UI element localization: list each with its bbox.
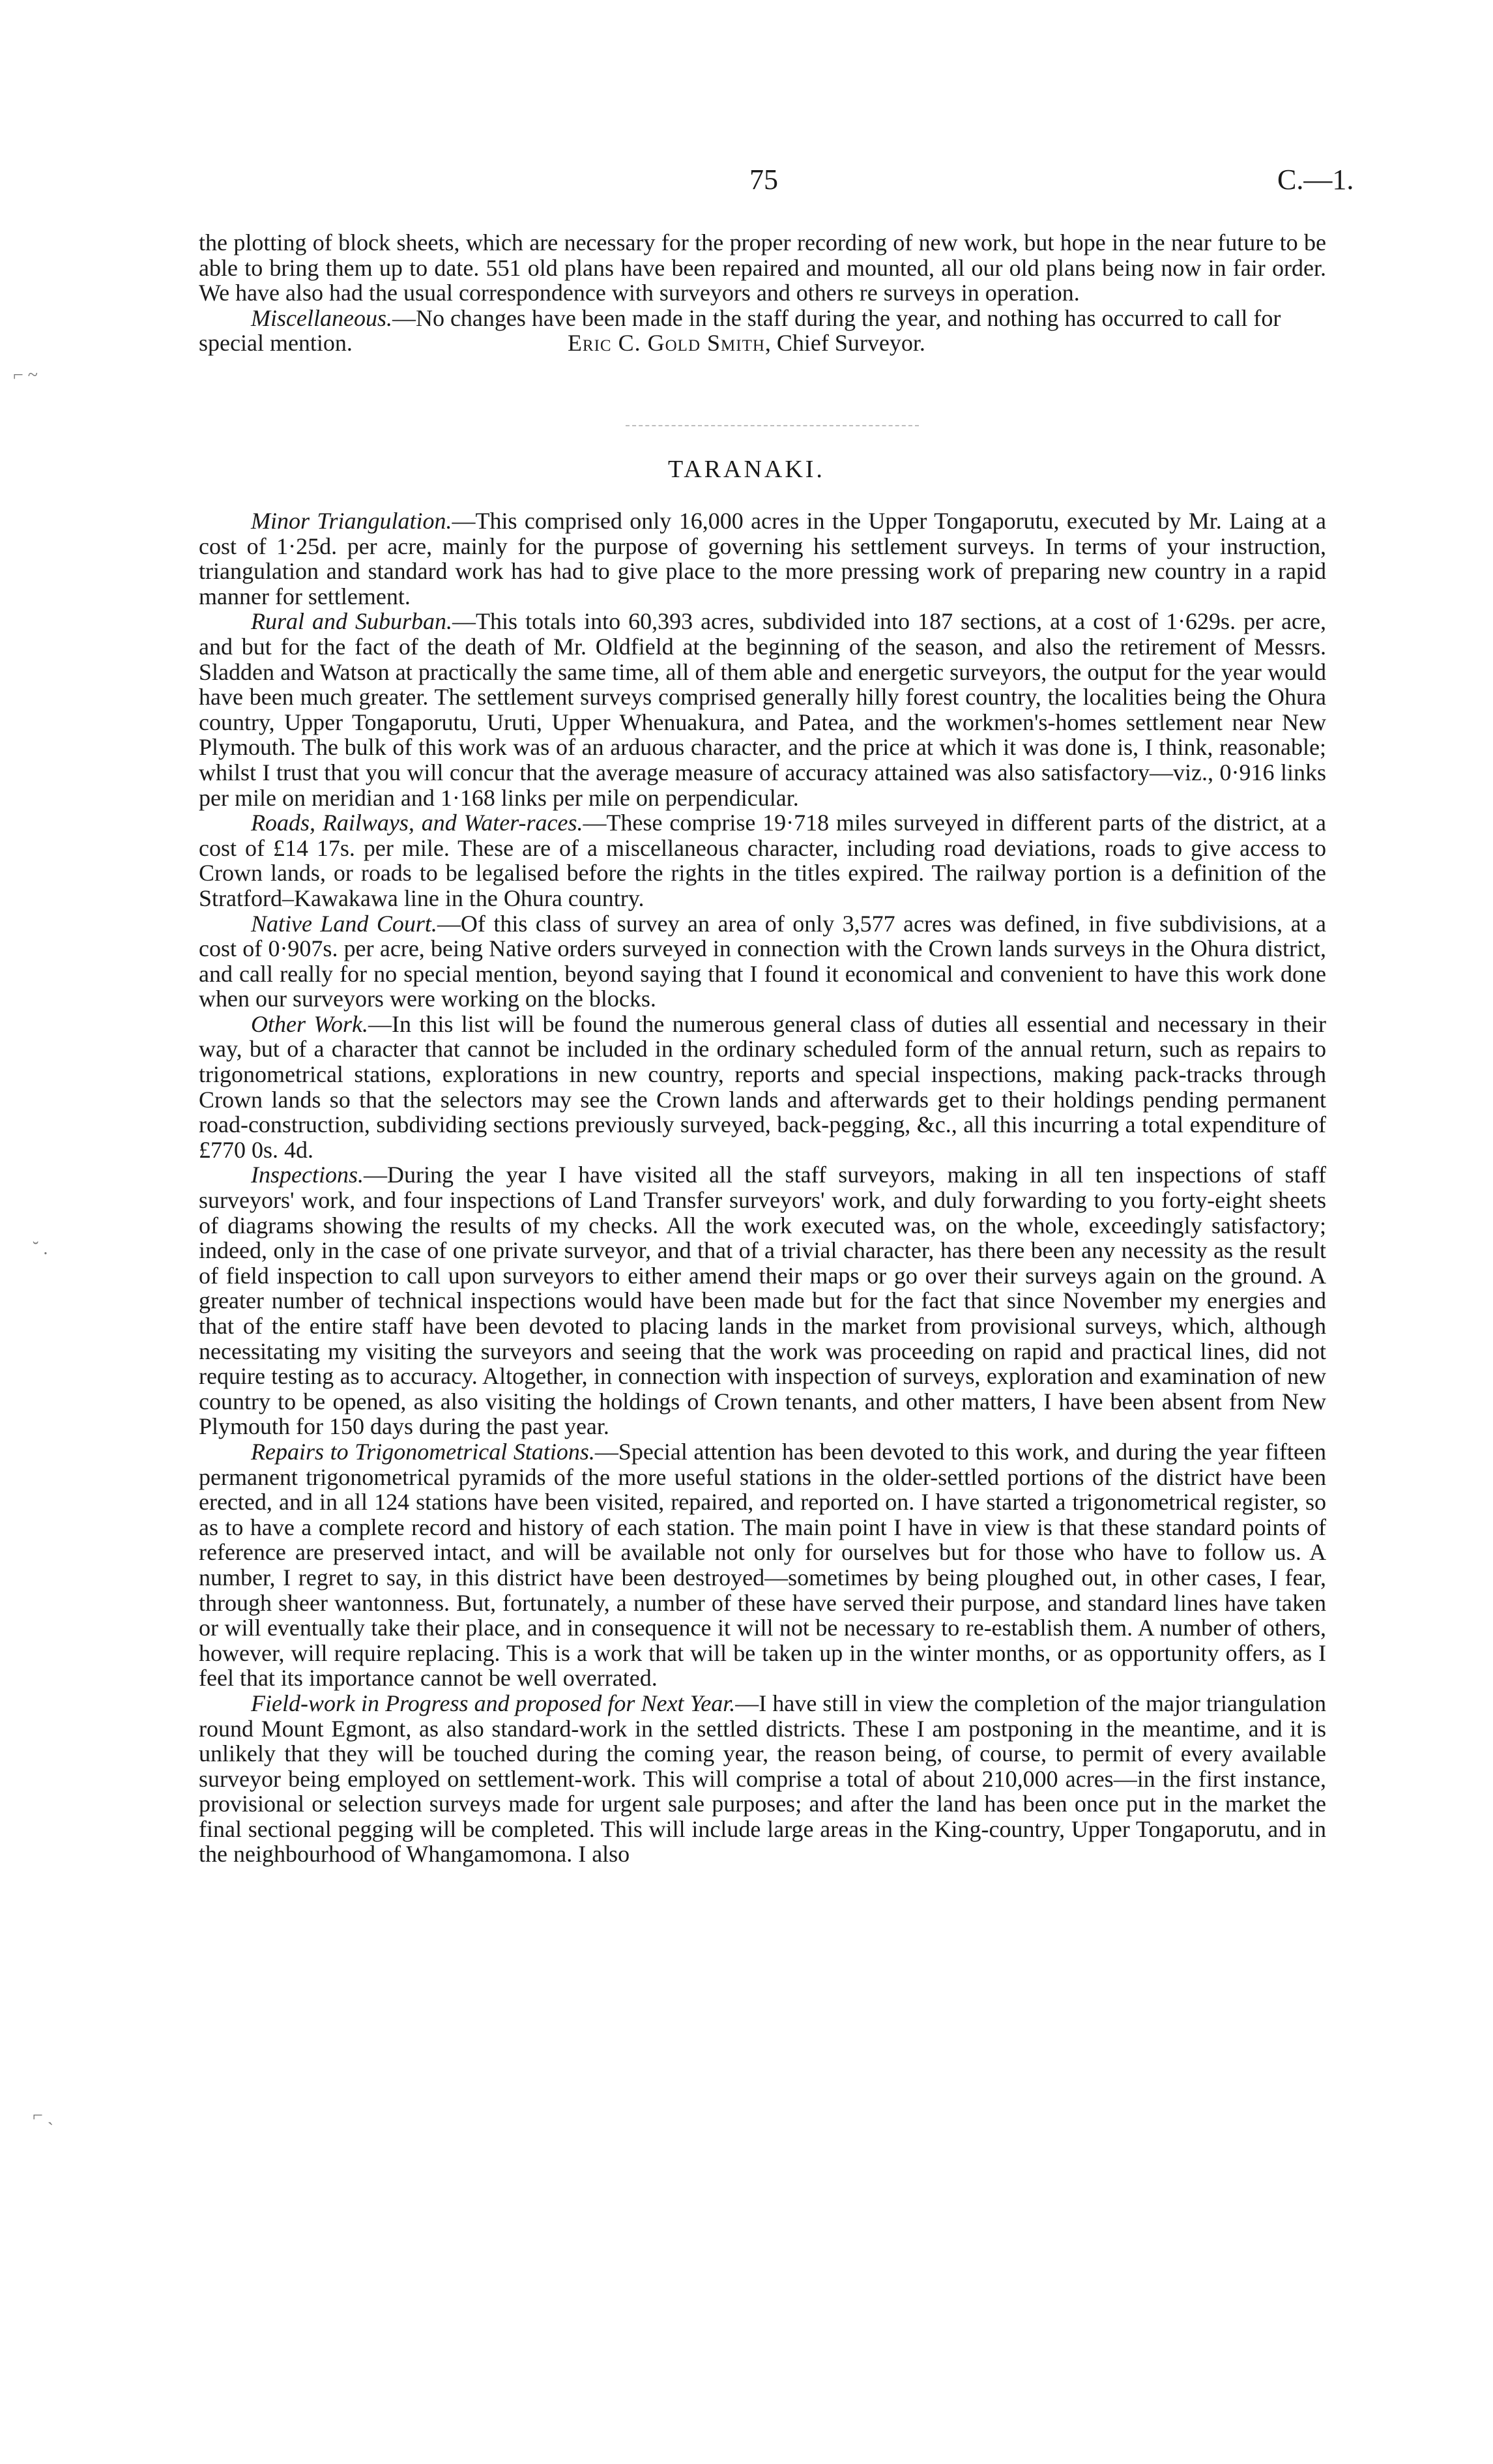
paragraph-field-work	[199, 1691, 1326, 1867]
paragraph-lead: Roads, Railways, and Water-races.	[251, 810, 583, 836]
paragraph-roads-railways	[199, 810, 1326, 911]
paragraph-body: —This totals into 60,393 acres, subdivided into 187 sections, at a cost of 1·629s. per acre, and but for the fact of the death of Mr. Oldfield at the beginning of the season, and also the retirement of Messrs. Sladden and Watson at practically the same time, all of them able and energetic surveyors, the output for the year would have been much greater. The settlement surveys comprised generally hilly forest country, the localities being the Ohura country, Upper Tongaporutu, Uruti, Upper Whenuakura, and Patea, and the workmen's-homes settlement near New Plymouth. The bulk of this work was of an arduous character, and the price at which it was done is, I think, reasonable; whilst I trust that you will concur that the average measure of accuracy attained was also satisfactory—viz., 0·916 links per mile on meridian and 1·168 links per mile on perpendicular.	[199, 608, 1326, 811]
paragraph-lead: Repairs to Trigonometrical Stations.	[251, 1438, 595, 1465]
paragraph-lead: Miscellaneous.	[251, 304, 392, 331]
paragraph-body: —I have still in view the completion of the major triangulation round Mount Egmont, as also standard-work in the settled districts. These I am postponing in the meantime, and it is unlikely that they will be touched during the coming year, the reason being, of course, to permit of every available surveyor being employed on settlement-work. This will comprise a total of about 210,000 acres—in the first instance, provisional or selection surveys made for urgent sale purposes; and after the land has been once put in the market the final sectional pegging will be completed. This will include large areas in the King-country, Upper Tongaporutu, and in the neighbourhood of Whangamomona. I also	[199, 1690, 1326, 1868]
section-body	[199, 508, 1326, 1867]
paragraph-lead: Native Land Court.	[251, 910, 437, 937]
paragraph: the plotting of block sheets, which are necessary for the proper recording of new work, but hope in the near future to be able to bring them up to date. 551 old plans have been repaired and mounted, all our old plans being now in fair order. We have also had the usual correspondence with surveyors and others re surveys in operation.	[199, 229, 1326, 306]
paragraph-body: —Of this class of survey an area of only 3,577 acres was defined, in five subdivisions, at a cost of 0·907s. per acre, being Native orders surveyed in connection with the Crown lands surveys in the Ohura district, and call really for no special mention, beyond saying that I found it economical and convenient to have this work done when our surveyors were working on the blocks.	[199, 910, 1326, 1012]
paragraph-inspections	[199, 1162, 1326, 1439]
paragraph-body: —Special attention has been devoted to this work, and during the year fifteen permanent trigonometrical pyramids of the more useful stations in the older-settled portions of the district have been erected, and in all 124 stations have been visited, repaired, and reported on. I have started a trigonometrical register, so as to have a complete record and history of each station. The main point I have in view is that these standard points of reference are preserved intact, and will be available not only for ourselves but for those who have to follow us. A number, I regret to say, in this district have been destroyed—sometimes by being ploughed out, in other cases, I fear, through sheer wantonness. But, fortunately, a number of these have served their purpose, and standard lines have taken or will eventually take their place, and in consequence it will not be necessary to re-establish them. A number of others, however, will require replacing. This is a work that will be taken up in the winter months, or as opportunity offers, as I feel that its importance cannot be well overrated.	[199, 1438, 1326, 1692]
paragraph-body: —This comprised only 16,000 acres in the Upper Tongaporutu, executed by Mr. Laing at a cost of 1·25d. per acre, mainly for the purpose of governing his settlement surveys. In terms of your instruction, triangulation and standard work has had to give place to the more pressing work of preparing new country in a rapid manner for settlement.	[199, 508, 1326, 609]
paragraph-miscellaneous	[199, 306, 1326, 356]
previous-section-ending	[199, 230, 1326, 356]
paragraph-lead: Minor Triangulation.	[251, 508, 452, 534]
paragraph-rural-suburban	[199, 609, 1326, 810]
signature: Eric C. Gold Smith	[567, 330, 765, 357]
page-number: 75	[749, 164, 778, 196]
margin-mark: ⌐ ˎ	[33, 2105, 54, 2126]
report-code: C.—1.	[1277, 164, 1354, 196]
signature-title: , Chief Surveyor.	[764, 330, 925, 357]
paragraph-lead: Other Work.	[251, 1010, 369, 1037]
paragraph-lead: Field-work in Progress and proposed for Next Year.	[251, 1690, 736, 1716]
paragraph-body: —In this list will be found the numerous general class of duties all essential and necessary in their way, but of a character that cannot be included in the ordinary scheduled form of the annual return, such as repairs to trigonometrical stations, explorations in new country, reports and special inspections, making pack-tracks through Crown lands so that the selectors may see the Crown lands and afterwards get to their holdings pending permanent road-construction, subdividing sections previously surveyed, back-pegging, &c., all this incurring a total expenditure of £770 0s. 4d.	[199, 1010, 1326, 1163]
margin-mark: ˘ .	[33, 1239, 48, 1259]
section-title: TARANAKI.	[668, 456, 825, 483]
paragraph-trig-repairs	[199, 1439, 1326, 1691]
paragraph-minor-triangulation	[199, 508, 1326, 609]
paragraph-body: —These comprise 19·718 miles surveyed in different parts of the district, at a cost of £14 17s. per mile. These are of a miscellaneous character, including road deviations, roads to give access to Crown lands, or roads to be legalised before the rights in the titles expired. The railway portion is a definition of the Stratford–Kawakawa line in the Ohura country.	[199, 810, 1326, 911]
section-divider	[626, 425, 919, 426]
page-header	[0, 163, 1493, 202]
paragraph-other-work	[199, 1012, 1326, 1163]
paragraph-native-land-court	[199, 911, 1326, 1012]
margin-mark: ⌐ ~	[13, 365, 38, 385]
paragraph-body: —No changes have been made in the staff during the year, and nothing has occurred to call for special mention.	[199, 304, 1281, 357]
paragraph-body: —During the year I have visited all the staff surveyors, making in all ten inspections of staff surveyors' work, and four inspections of Land Transfer surveyors' work, and duly forwarding to you forty-eight sheets of diagrams showing the results of my checks. All the work executed was, on the whole, exceedingly satisfactory; indeed, only in the case of one private surveyor, and that of a trivial character, has there been any necessity as the result of field inspection to call upon surveyors to either amend their maps or go over their surveys again on the ground. A greater number of technical inspections would have been made but for the fact that since November my energies and that of the entire staff have been devoted to placing lands in the market from provisional surveys, which, although necessitating my visiting the surveyors and seeing that the work was proceeding on rapid and practical lines, did not require testing as to accuracy. Altogether, in connection with inspection of surveys, exploration and examination of new country to be opened, as also visiting the holdings of Crown tenants, and other matters, I have been absent from New Plymouth for 150 days during the past year.	[199, 1162, 1326, 1440]
paragraph-lead: Rural and Suburban.	[251, 608, 453, 635]
paragraph-lead: Inspections.	[251, 1162, 364, 1188]
